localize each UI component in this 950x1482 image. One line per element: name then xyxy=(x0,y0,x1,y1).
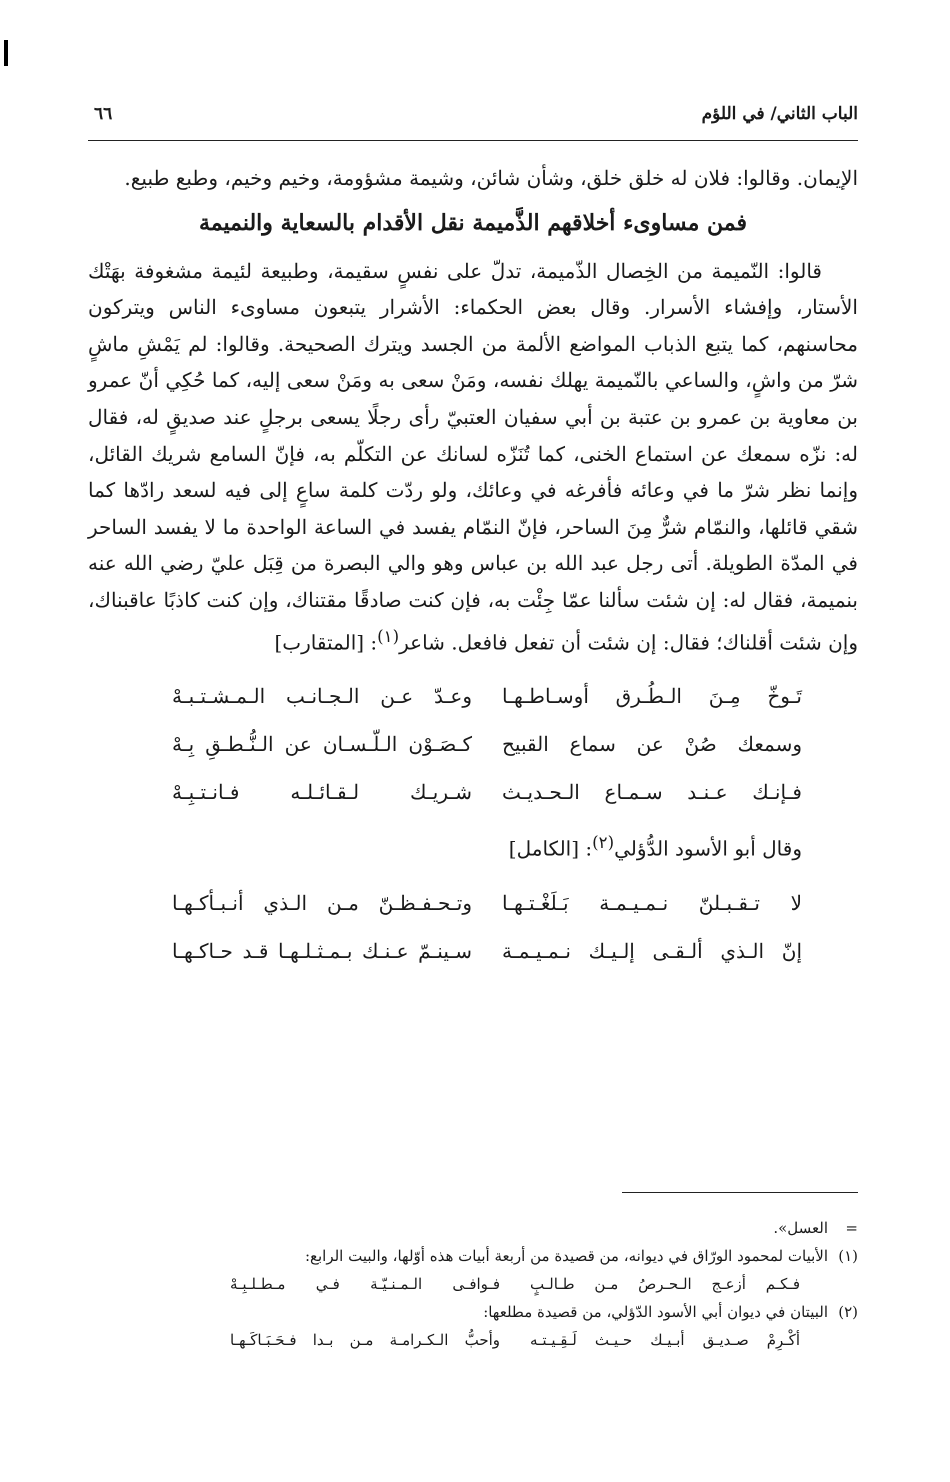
verse-second-half: كـصَـوْن الـلّـسـان عن الـنُّـطـقِ بِـهْ xyxy=(172,732,472,757)
verse-first-half: إنّ الـذي ألـقـى إلـيـك نـمـيـمـة xyxy=(502,938,802,963)
verse-second-half: وعـدّ عـن الـجـانـب الـمـشـتـبـهْ xyxy=(172,684,472,709)
page-number: ٦٦ xyxy=(94,104,113,124)
section-heading: فمن مساوىء أخلاقهم الذَّميمة نقل الأقدام بالسعاية والنميمة xyxy=(198,209,748,236)
meter-label: : [الكامل] xyxy=(508,836,593,861)
verse-first-half: أكْـرِمْ صـديـق أبـيـك حـيـث لَـقِـيـتـه xyxy=(530,1331,800,1349)
verse-first-half: وسمعك صُنْ عن سماع القبيح xyxy=(502,732,802,757)
verse-first-half: فـكـم أزعـج الـحـرصُ مـن طـالـبٍ xyxy=(530,1275,800,1293)
footnote-divider xyxy=(622,1192,858,1193)
footnotes xyxy=(88,1214,858,1354)
paragraph xyxy=(88,253,858,661)
running-header xyxy=(88,100,858,136)
verse-second-half: وتـحـفـظـنّ مـن الـذي أنـبـأكـهـا xyxy=(172,890,472,915)
verse-second-half: شـريـك لـقـائـلـه فـانـتـبِـهْ xyxy=(172,780,472,805)
footnote-text: البيتان في ديوان أبي الأسود الدّؤلي، من قصيدة مطلعها: xyxy=(483,1303,828,1321)
footnote-number: (٢) xyxy=(838,1303,858,1321)
verse-first-half: فـإنـك عـنـد سـمـاع الـحـديـث xyxy=(502,780,802,805)
verse-second-half: وأحبُّ الـكـرامـة مـن بـدا فـحَـبَـاكَـهـا xyxy=(230,1331,500,1349)
verse-line xyxy=(88,879,858,927)
footnote-text: العسل». xyxy=(773,1219,828,1237)
main-text xyxy=(88,160,858,983)
verse-line xyxy=(88,927,858,975)
scan-edge-mark xyxy=(4,40,8,66)
footnote-continuation xyxy=(88,1214,858,1242)
footnote xyxy=(88,1298,858,1326)
verse-second-half: سـينـمّ عـنـك بـمـثـلـهـا قـد حـاكـهـا xyxy=(172,938,472,963)
footnote-text: الأبيات لمحمود الورّاق في ديوانه، من قصيدة من أربعة أبيات هذه أوّلها، والبيت الرابع: xyxy=(304,1247,828,1265)
verse-first-half: تَـوخّ مِـنَ الـطُـرق أوسـاطـهـا xyxy=(502,684,802,709)
verse-line xyxy=(88,721,858,769)
verse-second-half: فـوافـى الـمـنـيّـة فـي مـطـلـبِـهْ xyxy=(230,1275,500,1293)
paragraph-text: وقال أبو الأسود الدُّؤلي xyxy=(614,836,802,861)
continuation-marker: = xyxy=(845,1219,858,1237)
meter-label: : [المتقارب] xyxy=(274,630,378,655)
footnote-verse xyxy=(88,1326,858,1354)
chapter-title: الباب الثاني/ في اللؤم xyxy=(701,104,858,124)
paragraph xyxy=(88,825,858,867)
verse-line xyxy=(88,673,858,721)
footnote-ref: (١) xyxy=(377,626,400,646)
poem xyxy=(88,673,858,817)
verse-line xyxy=(88,769,858,817)
paragraph: الإيمان. وقالوا: فلان له خلق خلق، وشأن شائن، وشيمة مشؤومة، وخيم وخيم، وطبع طبيع. xyxy=(124,166,858,190)
header-divider xyxy=(88,140,858,141)
footnote-ref: (٢) xyxy=(592,832,615,852)
footnote-number: (١) xyxy=(838,1247,858,1265)
poem xyxy=(88,879,858,975)
footnote-verse xyxy=(88,1270,858,1298)
verse-first-half: لا تـقـبـلنّ نـمـيـمـة بَـلَغْـتـهـا xyxy=(502,890,802,915)
paragraph-text: قالوا: النّميمة من الخِصال الذّميمة، تدلّ على نفسٍ سقيمة، وطبيعة لئيمة مشغوفة بهَتْك الأستار، وإفشاء الأسرار. وقال بعض الحكماء: الأشرار يتبعون مساوىء الناس ويتركون محاسنهم، كما يتبع الذباب المواضع الألمة من الجسد ويترك الصحيحة. وقالوا: لم يَمْشِ ماشٍ شرّ من واشٍ، والساعي بالنّميمة يهلك نفسه، ومَنْ سعى به ومَنْ سعى إليه، كما حُكِي أنّ عمرو بن معاوية بن عمرو بن عتبة بن أبي سفيان العتبيّ رأى رجلًا يسعى برجلٍ عند صديقٍ له، فقال له: نزّه سمعك عن استماع الخنى، كما تُنَزّه لسانك عن التكلّم به، فإنّ السامع شريك القائل، وإنما نظر شرّ ما في وعائه فأفرغه في وعائك، ولو ردّت كلمة ساعٍ إلى فيه لسعد رادّها كما شقي قائلها، والنمّام شرٌّ مِنَ الساحر، فإنّ النمّام يفسد في الساعة الواحدة ما لا يفسد الساحر في المدّة الطويلة. أتى رجل عبد الله بن عباس وهو والي البصرة من قِبَل عليّ رضي الله عنه بنميمة، فقال له: إن شئت سألنا عمّا جِئْت به، فإن كنت صادقًا مقتناك، وإن كنت كاذبًا عاقبناك، وإن شئت أقلناك؛ فقال: إن شئت أن تفعل فافعل. شاعر xyxy=(88,258,858,655)
footnote xyxy=(88,1242,858,1270)
